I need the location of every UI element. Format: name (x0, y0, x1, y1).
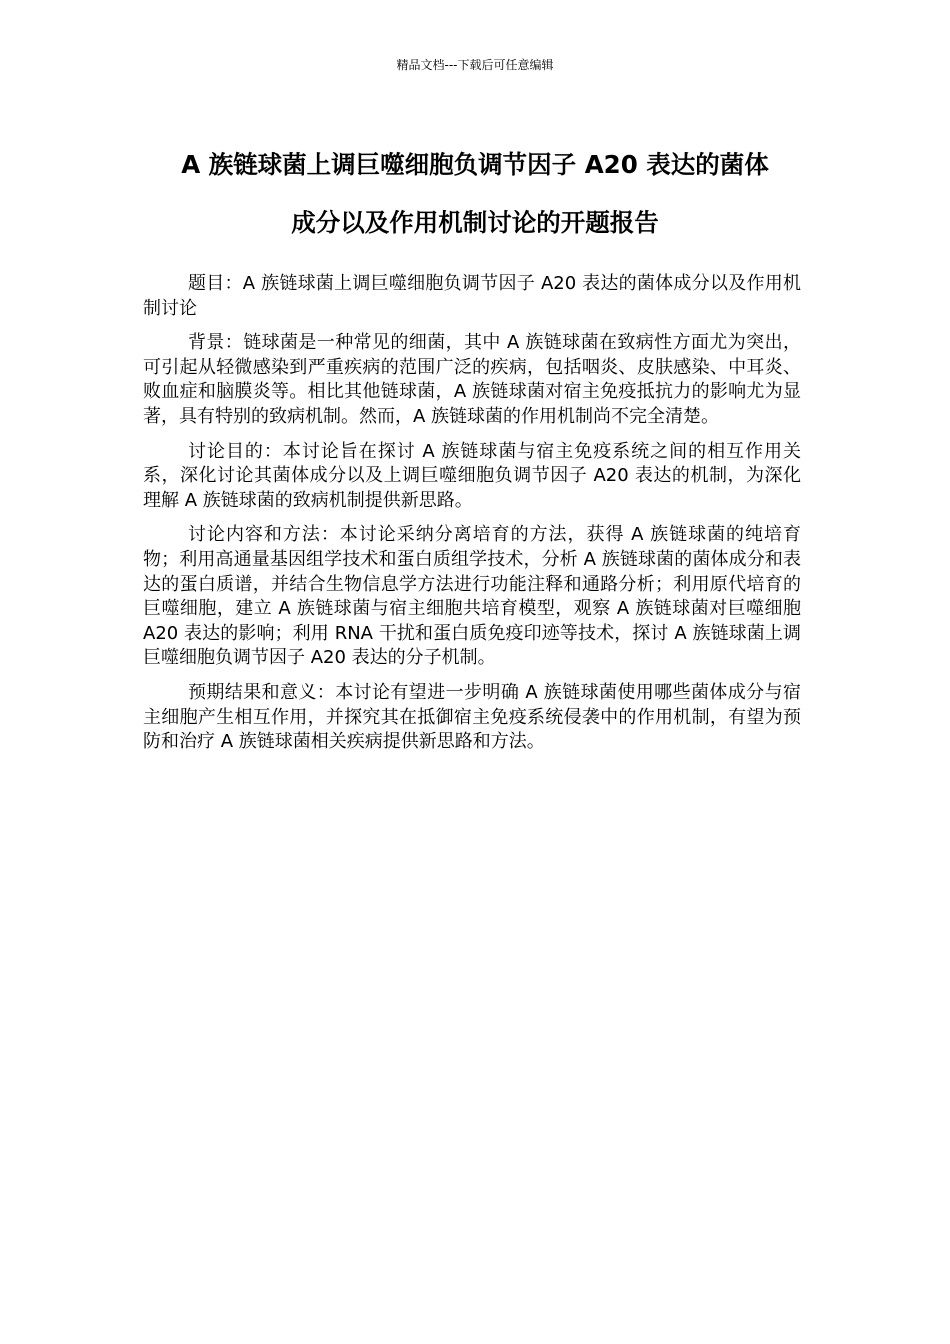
paragraph-methods: 讨论内容和方法：本讨论采纳分离培育的方法，获得 A 族链球菌的纯培育物；利用高通量基因组学技术和蛋白质组学技术，分析 A 族链球菌的菌体成分和表达的蛋白质谱，并结合生物信息学方法进行功能注释和通路分析；利用原代培育的巨噬细胞，建立 A 族链球菌与宿主细胞共培育模型，观察 A 族链球菌对巨噬细胞 A20 表达的影响；利用 RNA 干扰和蛋白质免疫印迹等技术，探讨 A 族链球菌上调巨噬细胞负调节因子 A20 表达的分子机制。 (143, 524, 801, 669)
document-body (143, 272, 801, 765)
page-header: 精品文档---下载后可任意编辑 (396, 58, 554, 72)
paragraph-topic: 题目：A 族链球菌上调巨噬细胞负调节因子 A20 表达的菌体成分以及作用机制讨论 (143, 273, 801, 319)
paragraph-expected-results: 预期结果和意义：本讨论有望进一步明确 A 族链球菌使用哪些菌体成分与宿主细胞产生相互作用，并探究其在抵御宿主免疫系统侵袭中的作用机制，有望为预防和治疗 A 族链球菌相关疾病提供新思路和方法。 (143, 681, 801, 753)
paragraph-purpose: 讨论目的：本讨论旨在探讨 A 族链球菌与宿主免疫系统之间的相互作用关系，深化讨论其菌体成分以及上调巨噬细胞负调节因子 A20 表达的机制，为深化理解 A 族链球菌的致病机制提供新思路。 (143, 440, 801, 511)
document-title (130, 136, 820, 252)
title-line-2: 成分以及作用机制讨论的开题报告 (291, 208, 659, 237)
title-line-1: A 族链球菌上调巨噬细胞负调节因子 A20 表达的菌体 (181, 150, 769, 179)
paragraph-background: 背景：链球菌是一种常见的细菌，其中 A 族链球菌在致病性方面尤为突出，可引起从轻微感染到严重疾病的范围广泛的疾病，包括咽炎、皮肤感染、中耳炎、败血症和脑膜炎等。相比其他链球菌，A 族链球菌对宿主免疫抵抗力的影响尤为显著，具有特别的致病机制。然而，A 族链球菌的作用机制尚不完全清楚。 (143, 332, 801, 427)
